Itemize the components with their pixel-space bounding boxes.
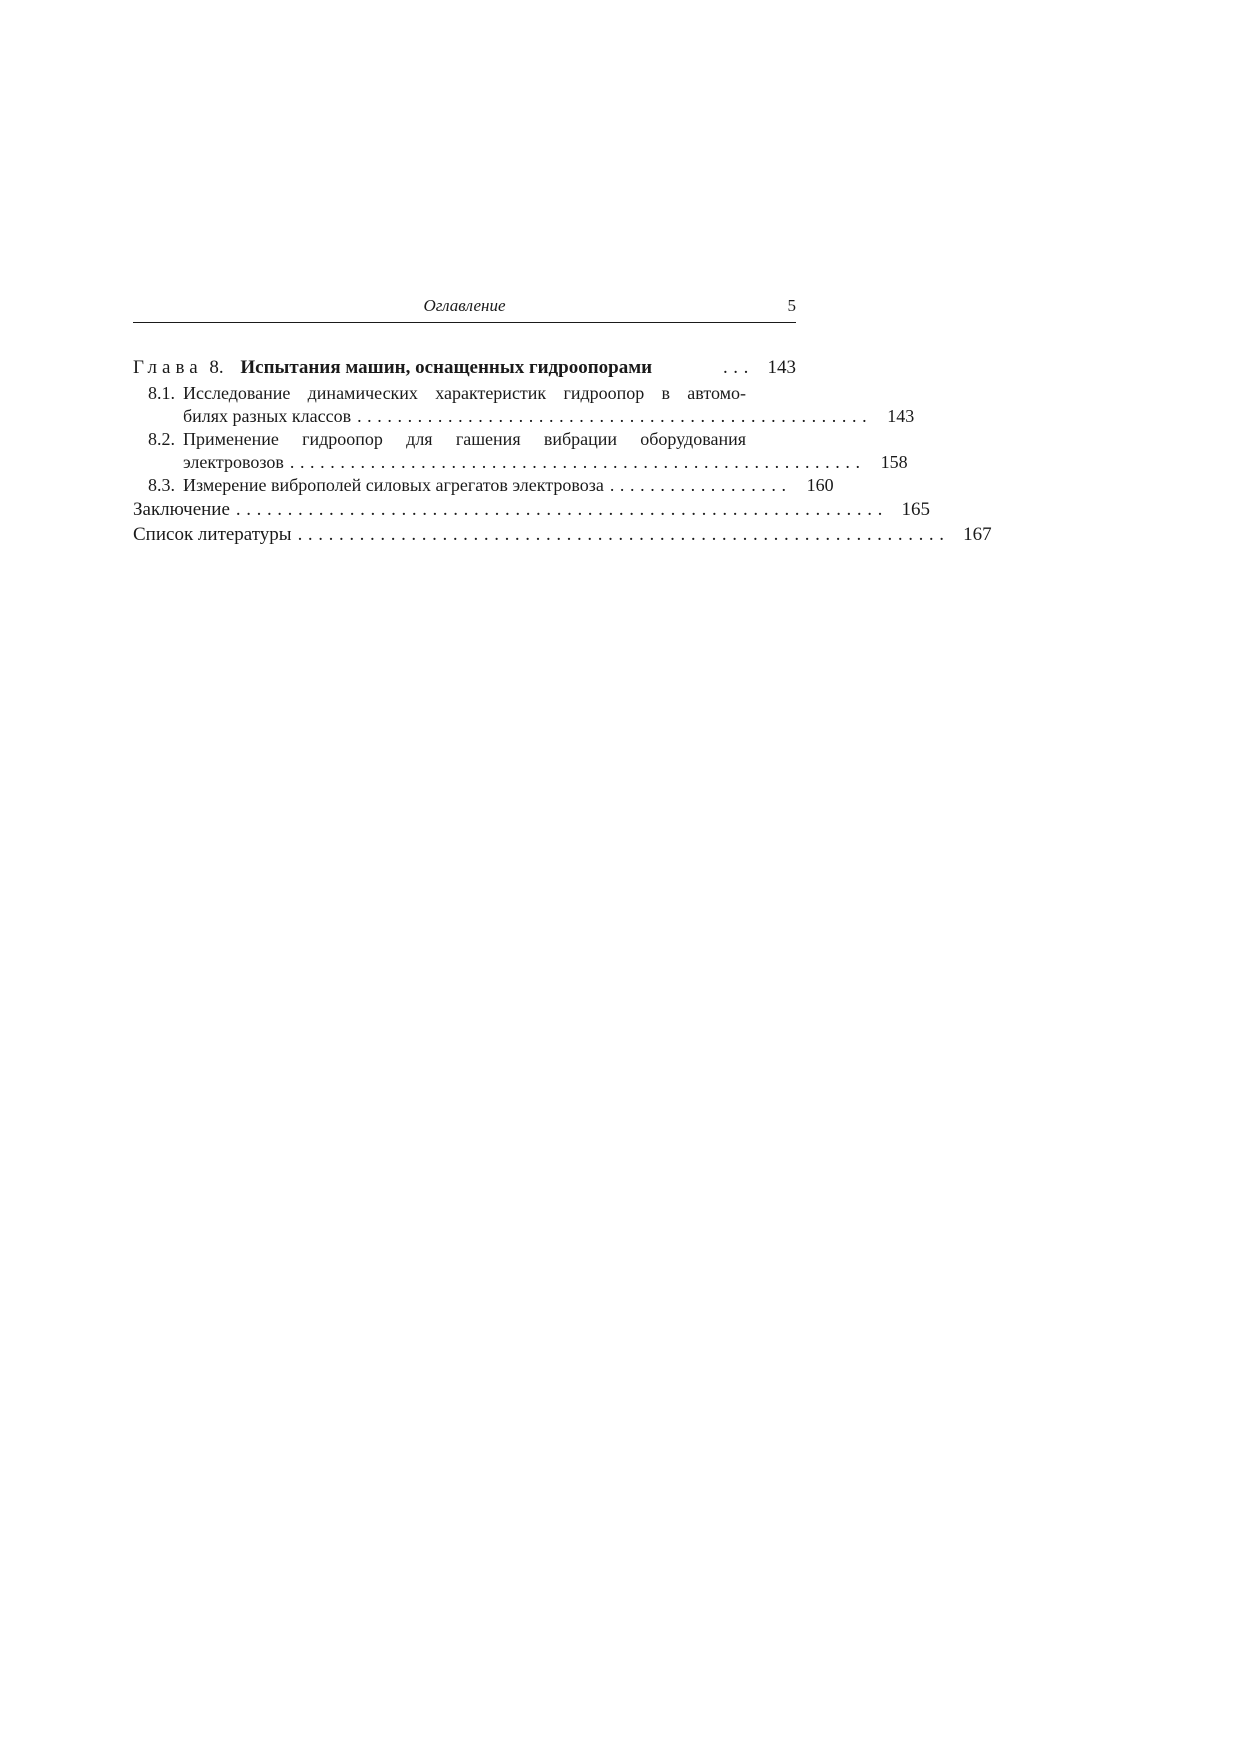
dot-leader: ............................................................... — [235, 499, 888, 520]
toc-page-number: 167 — [963, 524, 992, 545]
toc-entry-title: Заключение — [133, 499, 230, 520]
section-number: 8.1. — [148, 383, 175, 403]
toc-chapter-heading — [133, 355, 652, 380]
toc-section-8-2-line1[interactable] — [133, 428, 746, 451]
header-page-number: 5 — [787, 296, 796, 315]
section-title-line2: билях разных классов — [183, 406, 352, 426]
toc-page-number: 143 — [887, 406, 915, 426]
toc-bibliography[interactable] — [133, 522, 992, 547]
table-of-contents — [133, 355, 992, 547]
section-title-line2: электровозов — [183, 452, 284, 472]
toc-section-8-1-line1[interactable] — [133, 382, 746, 405]
running-header — [133, 296, 796, 323]
toc-section-8-3[interactable] — [133, 474, 834, 497]
section-heading — [148, 474, 604, 497]
toc-page-number: 165 — [901, 499, 930, 520]
dot-leader: ... — [722, 357, 754, 378]
dot-leader: ......................................................... — [289, 452, 866, 472]
toc-page-number: 160 — [806, 475, 834, 495]
toc-entry-title: Список литературы — [133, 524, 292, 545]
chapter-title: Испытания машин, оснащенных гидроопорами — [240, 357, 653, 378]
toc-section-8-1-line2[interactable] — [133, 405, 915, 428]
section-title-line1: Исследование динамических характеристик гидроопор в автомо- — [183, 383, 746, 403]
chapter-number: 8. — [209, 357, 224, 378]
section-number: 8.3. — [148, 475, 175, 495]
section-title-line1: Применение гидроопор для гашения вибрации оборудования — [183, 429, 746, 449]
dot-leader: .................. — [609, 475, 792, 495]
section-number: 8.2. — [148, 429, 175, 449]
toc-page-number: 143 — [767, 357, 796, 378]
toc-conclusion[interactable] — [133, 497, 930, 522]
dot-leader: ................................................... — [357, 406, 873, 426]
toc-page-number: 158 — [880, 452, 908, 472]
header-title: Оглавление — [423, 296, 506, 315]
toc-chapter-8[interactable] — [133, 355, 796, 380]
section-title: Измерение виброполей силовых агрегатов электровоза — [183, 475, 604, 495]
dot-leader: ............................................................... — [297, 524, 950, 545]
toc-section-8-2-line2[interactable] — [133, 451, 908, 474]
chapter-label: Глава — [133, 357, 203, 378]
